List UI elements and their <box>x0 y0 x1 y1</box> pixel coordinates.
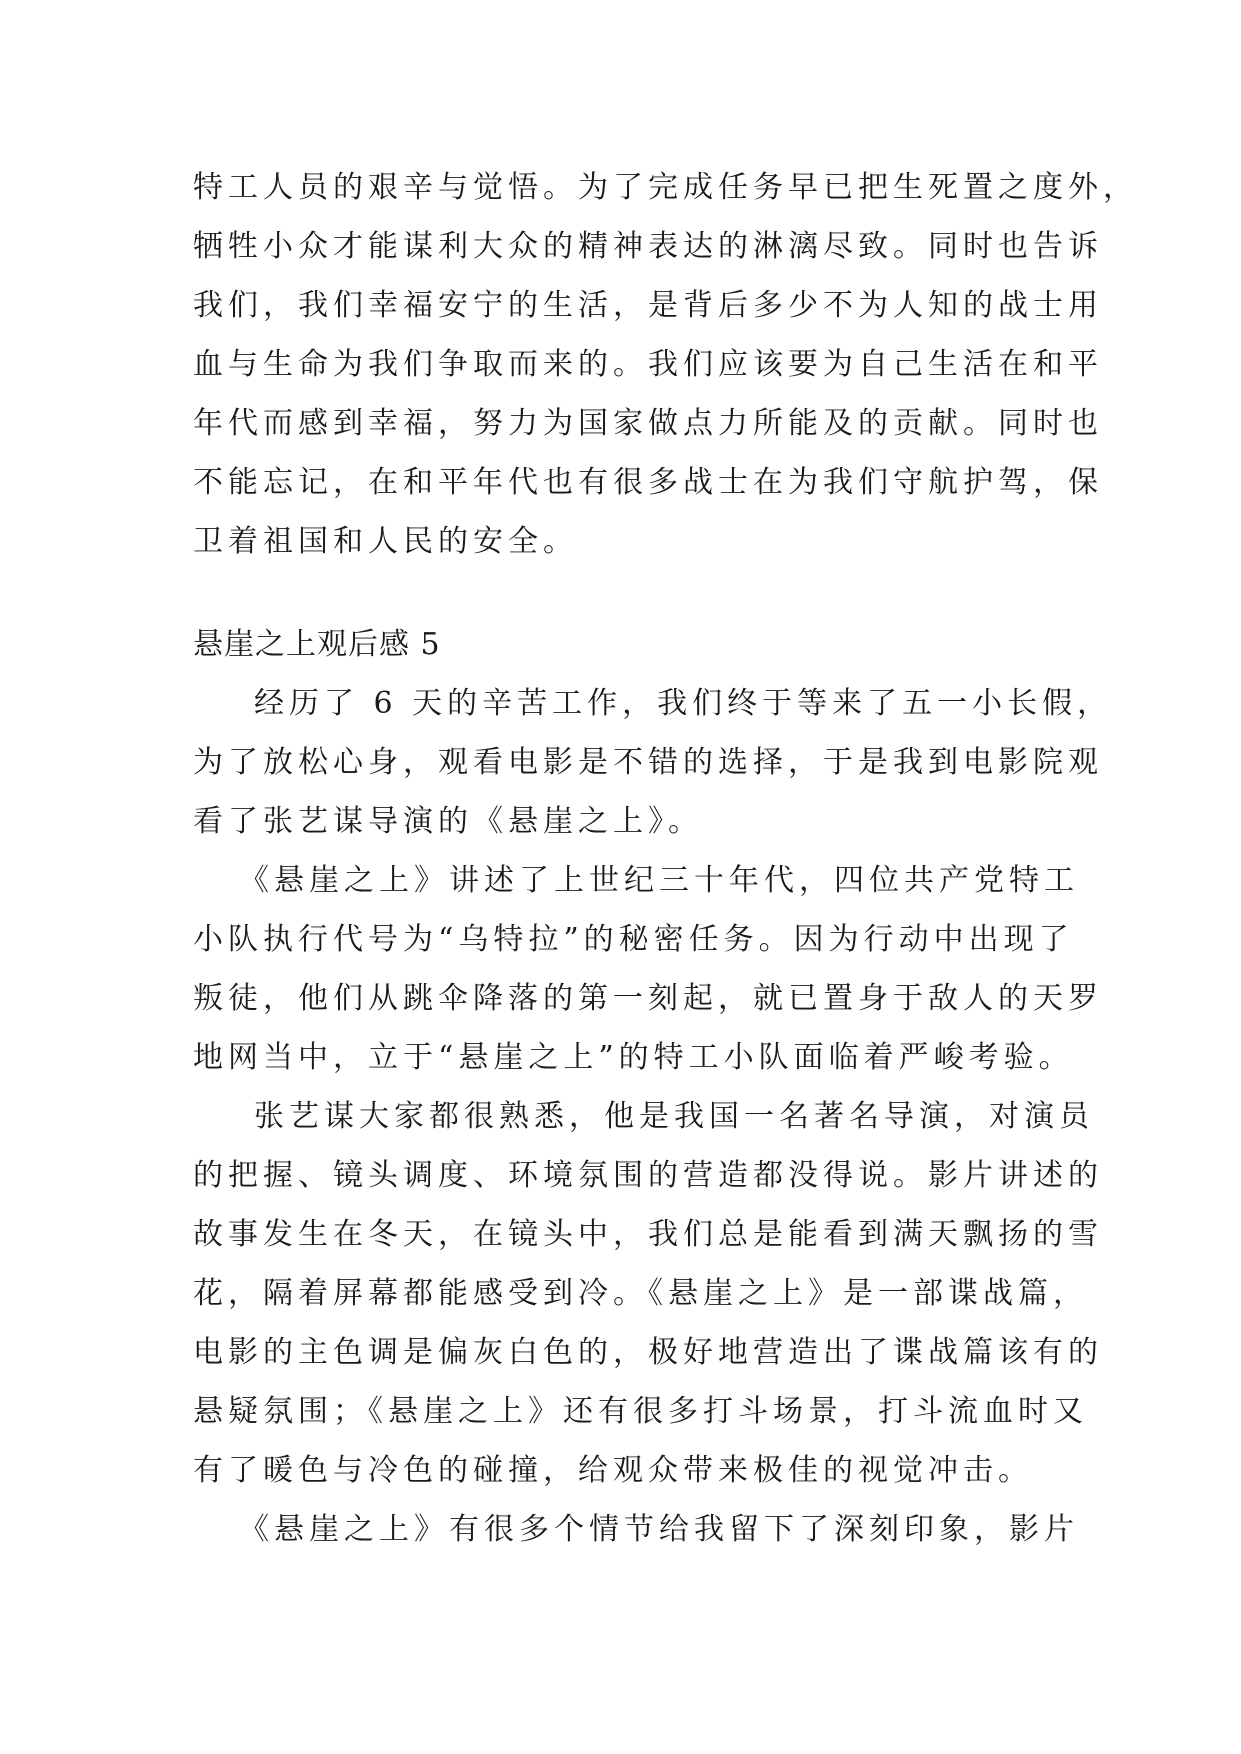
paragraph-line: 特工人员的艰辛与觉悟。为了完成任务早已把生死置之度外， <box>193 170 1138 205</box>
paragraph-line: 有了暖色与冷色的碰撞，给观众带来极佳的视觉冲击。 <box>193 1453 1033 1488</box>
paragraph-line: 卫着祖国和人民的安全。 <box>193 524 578 559</box>
paragraph-line: 故事发生在冬天，在镜头中，我们总是能看到满天飘扬的雪 <box>193 1217 1103 1252</box>
paragraph-line: 的把握、镜头调度、环境氛围的营造都没得说。影片讲述的 <box>193 1158 1103 1193</box>
paragraph-line: 地网当中，立于“悬崖之上”的特工小队面临着严峻考验。 <box>193 1040 1074 1075</box>
paragraph-line: 牺牲小众才能谋利大众的精神表达的淋漓尽致。同时也告诉 <box>193 229 1103 264</box>
paragraph-line: 看了张艺谋导演的《悬崖之上》。 <box>193 804 703 839</box>
paragraph-line: 叛徒，他们从跳伞降落的第一刻起，就已置身于敌人的天罗 <box>193 981 1103 1016</box>
paragraph-line: 《悬崖之上》有很多个情节给我留下了深刻印象，影片 <box>239 1512 1079 1547</box>
paragraph-line: 经历了 6 天的辛苦工作，我们终于等来了五一小长假， <box>254 686 1113 721</box>
paragraph-line: 为了放松心身，观看电影是不错的选择，于是我到电影院观 <box>193 745 1103 780</box>
paragraph-line: 血与生命为我们争取而来的。我们应该要为自己生活在和平 <box>193 347 1103 382</box>
paragraph-line: 年代而感到幸福，努力为国家做点力所能及的贡献。同时也 <box>193 406 1103 441</box>
section-heading: 悬崖之上观后感 5 <box>193 627 441 662</box>
paragraph-line: 小队执行代号为“乌特拉”的秘密任务。因为行动中出现了 <box>193 922 1074 957</box>
paragraph-line: 不能忘记，在和平年代也有很多战士在为我们守航护驾，保 <box>193 465 1103 500</box>
paragraph-line: 我们，我们幸福安宁的生活，是背后多少不为人知的战士用 <box>193 288 1103 323</box>
paragraph-line: 电影的主色调是偏灰白色的，极好地营造出了谍战篇该有的 <box>193 1335 1103 1370</box>
paragraph-line: 《悬崖之上》讲述了上世纪三十年代，四位共产党特工 <box>239 863 1079 898</box>
paragraph-line: 悬疑氛围；《悬崖之上》还有很多打斗场景，打斗流血时又 <box>193 1394 1088 1429</box>
paragraph-line: 张艺谋大家都很熟悉，他是我国一名著名导演，对演员 <box>254 1099 1094 1134</box>
paragraph-line: 花，隔着屏幕都能感受到冷。《悬崖之上》是一部谍战篇， <box>193 1276 1088 1311</box>
